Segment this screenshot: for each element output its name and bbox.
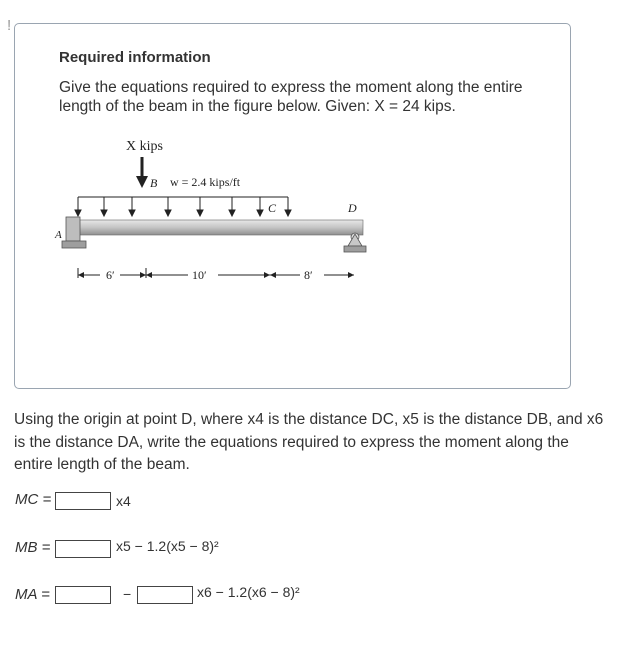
- required-info-title: Required information: [59, 49, 211, 66]
- beam-figure: [48, 130, 388, 300]
- ma-label: MA =: [15, 586, 50, 603]
- required-info-text: Give the equations required to express the moment along the entire length of the beam in the figure below. Given: X = 24 kips.: [59, 79, 523, 115]
- mb-answer-input[interactable]: [55, 540, 111, 558]
- mb-label: MB =: [15, 539, 51, 556]
- ma-answer-input-1[interactable]: [55, 586, 111, 604]
- point-d-label: D: [348, 201, 357, 215]
- point-load-label: X kips: [126, 139, 163, 154]
- distributed-load-label: w = 2.4 kips/ft: [170, 175, 241, 189]
- dimension-6ft: 6′: [106, 268, 115, 282]
- dimension-10ft: 10′: [192, 268, 207, 282]
- question-text: Using the origin at point D, where x4 is the distance DC, x5 is the distance DB, and x6 is the distance DA, write the equations required to express the moment along the entire length of the beam.: [14, 411, 604, 473]
- mc-expression: x4: [116, 493, 131, 509]
- mb-expression: x5 − 1.2(x5 − 8)²: [116, 538, 219, 554]
- ma-expression: x6 − 1.2(x6 − 8)²: [197, 584, 300, 600]
- ma-answer-input-2[interactable]: [137, 586, 193, 604]
- mc-label: MC =: [15, 491, 52, 508]
- point-a-label: A: [55, 229, 62, 241]
- dimension-8ft: 8′: [304, 268, 313, 282]
- ma-minus-sign: −: [123, 586, 132, 602]
- point-c-label: C: [268, 201, 277, 215]
- warning-icon: !: [7, 17, 12, 34]
- mc-answer-input[interactable]: [55, 492, 111, 510]
- point-b-label: B: [150, 176, 158, 190]
